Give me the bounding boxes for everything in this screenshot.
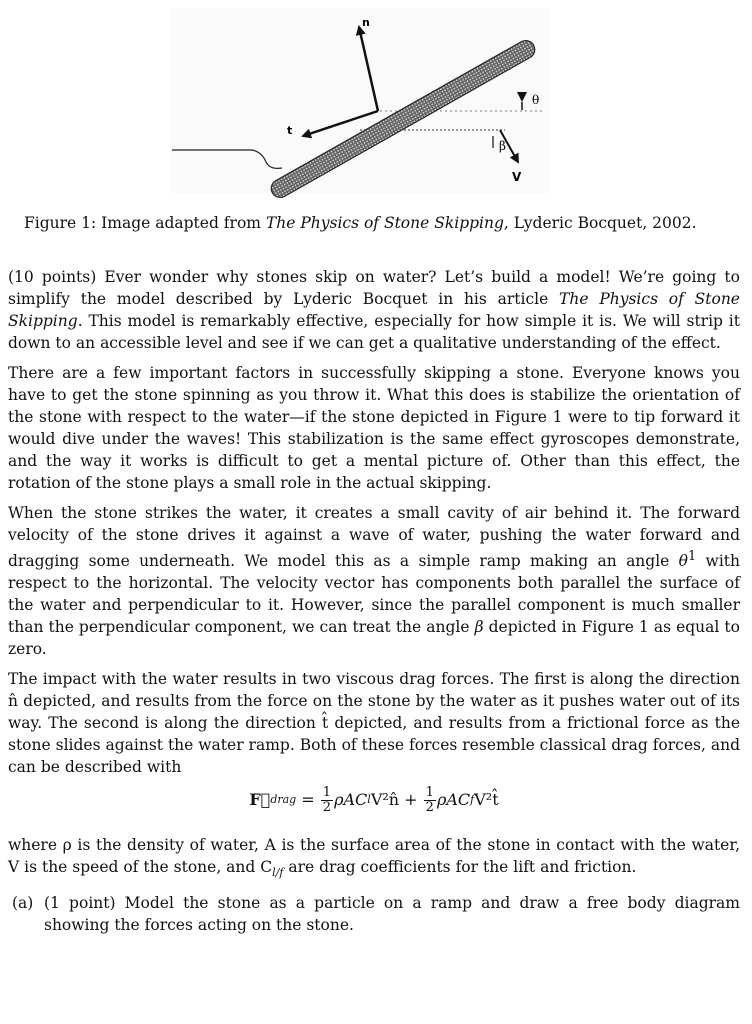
- part-a-label: (a): [12, 894, 34, 913]
- eq-friction-term: ρAC: [436, 790, 471, 810]
- velocity-label: V: [512, 170, 522, 184]
- coefficient-subscript: l/f: [272, 866, 284, 880]
- intro-paragraph: (10 points) Ever wonder why stones skip on water? Let’s build a model! We’re going to simplify the model described by Lyderic Bocquet in his article The Physics of Stone Skipping. This model is remarkably effective, especially for how simple it is. We will strip it down to an accessible level and see if we can get a qualitative understanding of the effect.: [8, 268, 740, 352]
- variables-paragraph: where ρ is the density of water, A is the surface area of the stone in contact with the water, V is the speed of the stone, and $C_{l/f}$ are drag coefficients for the lift and friction.: [8, 836, 740, 880]
- eq-equals: =: [296, 790, 320, 810]
- stone-skipping-figure: [0, 0, 752, 200]
- article-title: The Physics of Stone Skipping: [8, 290, 740, 330]
- theta-label: θ: [532, 93, 540, 107]
- n-label: n: [362, 16, 370, 29]
- drag-forces-paragraph: The impact with the water results in two viscous drag forces. The first is along the direction n̂ depicted, and results from the force on the stone by the water as it pushes water out of its way. The second is along the direction t̂ depicted, and results from a frictional force as the stone slides against the water ramp. Both of these forces resemble classical drag forces, and can be described with: [8, 670, 740, 777]
- footnote-mark: 1: [688, 549, 697, 564]
- eq-drag-subscript: drag: [270, 793, 297, 807]
- caption-article-title: The Physics of Stone Skipping: [265, 214, 504, 232]
- caption-prefix: Figure 1: Image adapted from: [24, 214, 266, 232]
- theta-symbol: θ: [678, 552, 689, 571]
- eq-half-fraction-1: $\frac{1}{2}$: [322, 784, 332, 815]
- question-part-a: [12, 892, 740, 936]
- eq-half-fraction-2: $\frac{1}{2}$: [425, 784, 434, 815]
- part-a-text: (1 point) Model the stone as a particle on a ramp and draw a free body diagram showing the forces acting on the stone.: [44, 894, 740, 935]
- t-label: t: [287, 124, 293, 137]
- ramp-model-paragraph: When the stone strikes the water, it creates a small cavity of air behind it. The forward velocity of the stone drives it against a wave of water, pushing the water forward and dragging some underneath. We model this as a simple ramp making an angle $\theta^1$ with respect to the horizontal. The velocity vector has components both parallel the surface of the water and perpendicular to it. However, since the parallel component is much smaller than the perpendicular component, we can treat the angle β depicted in Figure 1 as equal to zero.: [8, 504, 740, 659]
- eq-force-symbol: F⃗: [249, 790, 271, 810]
- spin-paragraph: There are a few important factors in successfully skipping a stone. Everyone knows you have to get the stone spinning as you throw it. What this does is stabilize the orientation of the stone with respect to the water—if the stone depicted in Figure 1 were to tip forward it would dive under the waves! This stabilization is the same effect gyroscopes demonstrate, and the way it works is difficult to get a mental picture of. Other than this effect, the rotation of the stone plays a small role in the actual skipping.: [8, 364, 740, 492]
- drag-equation: F⃗ drag = $\frac{1}{2}$ ρAC l V²n̂ + $\frac{1}{2}$ ρAC f V²t̂: [249, 784, 499, 815]
- caption-suffix: , Lyderic Bocquet, 2002.: [503, 214, 697, 232]
- problem-body: [8, 266, 740, 936]
- figure-diagram: [0, 0, 752, 200]
- eq-lift-term: ρAC: [334, 790, 368, 810]
- beta-symbol: β: [474, 618, 484, 637]
- beta-label: β: [499, 139, 506, 153]
- figure-caption: [24, 212, 744, 234]
